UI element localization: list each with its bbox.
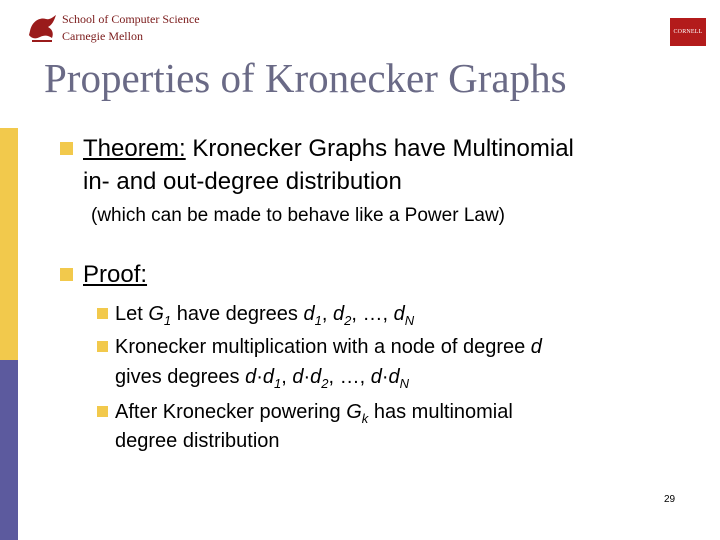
proof-item-2-line-2: gives degrees $d\cdot d_1$, $d\cdot d_2$, …, $d\cdot d_N$	[115, 366, 410, 391]
bullet-square-icon	[97, 341, 108, 352]
school-line-2: Carnegie Mellon	[62, 29, 143, 43]
cornell-logo-icon: CORNELL	[670, 18, 706, 46]
bullet-square-icon	[97, 406, 108, 417]
theorem-label: Theorem:	[83, 135, 186, 162]
left-strip-purple	[0, 360, 18, 540]
left-strip-top	[0, 0, 18, 128]
left-strip-yellow	[0, 128, 18, 360]
proof-item-1-line-1: Let $G_1$ have degrees $d_1$, $d_2$, …, $d_N$	[115, 303, 415, 328]
school-line-1: School of Computer Science	[62, 12, 200, 26]
school-name	[62, 11, 200, 45]
theorem-note: (which can be made to behave like a Power Law)	[91, 205, 506, 226]
slide-title: Properties of Kronecker Graphs	[44, 55, 567, 101]
bullet-square-icon	[60, 268, 73, 281]
proof-item-3-line-2: degree distribution	[115, 430, 280, 452]
bullet-square-icon	[97, 308, 108, 319]
theorem-line-2: in- and out-degree distribution	[83, 168, 402, 195]
theorem-line-1	[83, 133, 574, 164]
proof-label: Proof:	[83, 261, 148, 288]
bullet-square-icon	[60, 142, 73, 155]
cmu-griffin-logo-icon	[26, 11, 58, 45]
theorem-text-1: Kronecker Graphs have Multinomial	[185, 135, 574, 162]
proof-item-3-line-1: After Kronecker powering $G_k$ has multinomial	[115, 401, 513, 426]
page-number: 29	[664, 494, 676, 505]
proof-item-2-line-1: Kronecker multiplication with a node of degree d	[115, 336, 542, 358]
